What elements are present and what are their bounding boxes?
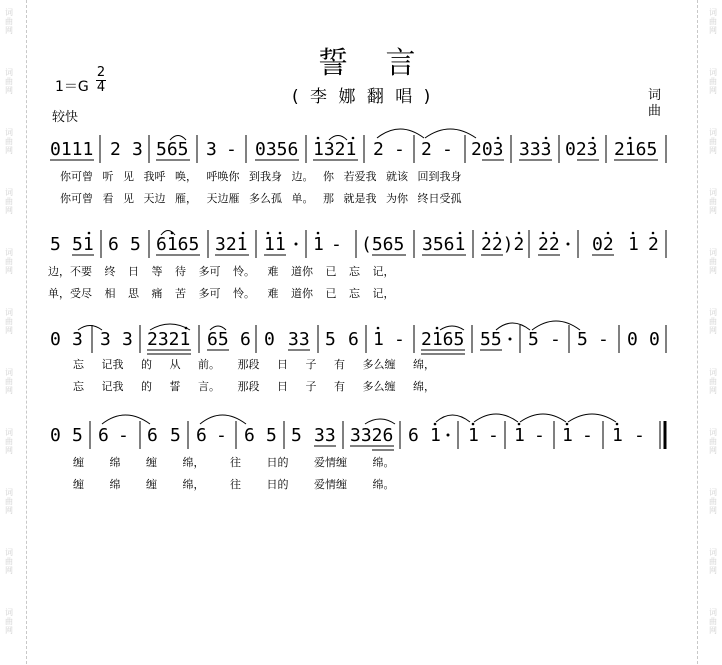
octave-dot — [616, 423, 619, 426]
octave-dot — [459, 232, 462, 235]
lyrics-row-3-verse-2: 忘 记我 的 誓 言。 那段 日 子 有 多么缠 绵， — [73, 380, 435, 393]
note: (565 — [361, 234, 405, 255]
note: 0 — [649, 329, 660, 350]
note: 6 — [240, 329, 251, 350]
lyrics-row-1-verse-2: 你可曾 看 见 天边 雁， 天边雁 多么孤 单。 那 就是我 为你 终日受孤 — [60, 192, 462, 205]
note: - — [331, 234, 342, 255]
note: 3 — [72, 329, 83, 350]
note: 5 — [528, 329, 539, 350]
tie — [102, 415, 150, 424]
note: 5 — [291, 425, 302, 446]
octave-dot — [317, 137, 320, 140]
note: 5 — [72, 425, 83, 446]
lyrics-row-4-verse-2: 缠 绵 缠 绵， 往 日的 爱情缠 绵。 — [73, 478, 395, 491]
octave-dot — [242, 232, 245, 235]
note: 6 — [108, 234, 119, 255]
song-subtitle: ( 李 娜 翻 唱 ) — [292, 87, 434, 107]
tie — [377, 129, 424, 138]
note: - — [216, 425, 227, 446]
note: - — [534, 425, 545, 446]
octave-dot — [377, 327, 380, 330]
tie — [436, 415, 470, 422]
octave-dot — [632, 232, 635, 235]
score-row-1 — [50, 129, 666, 205]
octave-dot — [518, 232, 521, 235]
note: 6 — [408, 425, 419, 446]
note: 1 — [468, 425, 479, 446]
note: 0356 — [255, 139, 299, 160]
octave-dot — [279, 232, 282, 235]
note: 5 — [577, 329, 588, 350]
watermark-glyphs: 词 曲 网 — [709, 428, 717, 455]
note: 2 — [110, 139, 121, 160]
note: 2 — [648, 234, 659, 255]
note: 3 — [206, 139, 217, 160]
watermark-glyphs: 词 曲 网 — [5, 308, 13, 335]
octave-dot — [88, 232, 91, 235]
dot — [295, 243, 298, 246]
note: 1 — [628, 234, 639, 255]
dot — [567, 243, 570, 246]
note: 0 — [50, 425, 61, 446]
octave-dot — [607, 232, 610, 235]
watermark-glyphs: 词 曲 网 — [709, 548, 717, 575]
watermark-glyphs: 词 曲 网 — [5, 548, 13, 575]
note: 5 — [325, 329, 336, 350]
note: 22)2 — [481, 234, 525, 255]
score-row-3 — [50, 321, 666, 393]
note: 6 — [348, 329, 359, 350]
note: 3561 — [422, 234, 466, 255]
lyrics-row-1-verse-1: 你可曾 听 见 我呼 唤， 呼唤你 到我身 边。 你 若爱我 就该 回到我身 — [60, 170, 462, 183]
octave-dot — [566, 423, 569, 426]
note: 3 — [132, 139, 143, 160]
note: 0 — [50, 329, 61, 350]
note: 203 — [471, 139, 504, 160]
note: 1321 — [313, 139, 357, 160]
dot — [509, 338, 512, 341]
note: - — [488, 425, 499, 446]
note: 1 — [313, 234, 324, 255]
note: 1 — [514, 425, 525, 446]
octave-dot — [436, 327, 439, 330]
note: 1 — [612, 425, 623, 446]
note: 2 — [373, 139, 384, 160]
note: 333 — [519, 139, 552, 160]
octave-dot — [352, 137, 355, 140]
credit-music: 曲 — [648, 104, 662, 119]
note: 5 — [266, 425, 277, 446]
note: 5 — [50, 234, 61, 255]
note: - — [442, 139, 453, 160]
time-signature-top: 2 — [96, 65, 106, 80]
octave-dot — [629, 137, 632, 140]
score-row-4 — [50, 414, 665, 491]
notes-row-1: 0111 — [50, 139, 94, 160]
note: 55 — [480, 329, 502, 350]
key-signature: 1＝G — [55, 79, 89, 95]
note: 2165 — [421, 329, 465, 350]
octave-dot — [545, 137, 548, 140]
note: - — [634, 425, 645, 446]
watermark-glyphs: 词 曲 网 — [709, 248, 717, 275]
octave-dot — [485, 232, 488, 235]
watermark-glyphs: 词 曲 网 — [709, 128, 717, 155]
watermark-glyphs: 词 曲 网 — [5, 428, 13, 455]
note: 2165 — [614, 139, 658, 160]
time-signature-bottom: 4 — [96, 80, 106, 95]
watermark-glyphs: 词 曲 网 — [709, 488, 717, 515]
tie — [474, 414, 518, 422]
lyrics-row-2-verse-2: 单，受尽 相 思 痛 苦 多可 怜。 难 道你 已 忘 记， — [48, 287, 395, 300]
octave-dot — [518, 423, 521, 426]
watermark-glyphs: 词 曲 网 — [709, 8, 717, 35]
watermark-glyphs: 词 曲 网 — [5, 68, 13, 95]
note: 3 — [100, 329, 111, 350]
octave-dot — [497, 137, 500, 140]
note: - — [582, 425, 593, 446]
watermark-glyphs: 词 曲 网 — [5, 488, 13, 515]
note: 33 — [288, 329, 310, 350]
watermark-glyphs: 词 曲 网 — [709, 308, 717, 335]
note: 1 — [430, 425, 441, 446]
octave-dot — [496, 232, 499, 235]
tie — [520, 414, 566, 422]
note: 5 — [130, 234, 141, 255]
note: 023 — [565, 139, 598, 160]
octave-dot — [553, 232, 556, 235]
watermark-glyphs: 词 曲 网 — [5, 608, 13, 635]
note: 0 — [264, 329, 275, 350]
note: 02 — [592, 234, 614, 255]
note: - — [394, 139, 405, 160]
note: 6 — [98, 425, 109, 446]
tie — [200, 415, 246, 424]
slur — [365, 419, 395, 424]
watermark-glyphs: 词 曲 网 — [5, 248, 13, 275]
note: 2321 — [147, 329, 191, 350]
octave-dot — [472, 423, 475, 426]
octave-dot — [317, 232, 320, 235]
watermark-glyphs: 词 曲 网 — [5, 8, 13, 35]
song-title: 誓 言 — [318, 46, 430, 81]
lyrics-row-4-verse-1: 缠 绵 缠 绵， 往 日的 爱情缠 绵。 — [73, 456, 395, 469]
octave-dot — [267, 232, 270, 235]
octave-dot — [652, 232, 655, 235]
note: - — [226, 139, 237, 160]
lyrics-row-2-verse-1: 边，不要 终 日 等 待 多可 怜。 难 道你 已 忘 记， — [48, 265, 395, 278]
note: 565 — [156, 139, 189, 160]
tie — [425, 129, 476, 138]
note: 1 — [373, 329, 384, 350]
watermark-glyphs: 词 曲 网 — [5, 368, 13, 395]
lyrics-row-3-verse-1: 忘 记我 的 从 前。 那段 日 子 有 多么缠 绵， — [73, 358, 435, 371]
note: 2 — [421, 139, 432, 160]
note: 6165 — [156, 234, 200, 255]
note: 0 — [627, 329, 638, 350]
note: 11 — [264, 234, 286, 255]
note: 6 — [244, 425, 255, 446]
note: - — [550, 329, 561, 350]
note: 51 — [72, 234, 94, 255]
tie — [568, 414, 616, 422]
note: 321 — [215, 234, 248, 255]
note: 33 — [314, 425, 336, 446]
note: 1 — [562, 425, 573, 446]
octave-dot — [592, 137, 595, 140]
note: - — [118, 425, 129, 446]
note: - — [394, 329, 405, 350]
watermark-glyphs: 词 曲 网 — [709, 608, 717, 635]
watermark-glyphs: 词 曲 网 — [5, 128, 13, 155]
watermark-glyphs: 词 曲 网 — [5, 188, 13, 215]
note: 6 — [196, 425, 207, 446]
note: 5 — [170, 425, 181, 446]
octave-dot — [434, 423, 437, 426]
tempo-marking: 较快 — [52, 110, 79, 125]
score-row-2 — [48, 230, 666, 300]
note: 6 — [147, 425, 158, 446]
note: 3326 — [350, 425, 394, 446]
note: 65 — [207, 329, 229, 350]
note: - — [598, 329, 609, 350]
note: 22 — [538, 234, 560, 255]
watermark-glyphs: 词 曲 网 — [709, 188, 717, 215]
watermark-glyphs: 词 曲 网 — [709, 368, 717, 395]
note: 3 — [122, 329, 133, 350]
octave-dot — [542, 232, 545, 235]
dot — [447, 434, 450, 437]
watermark-glyphs: 词 曲 网 — [709, 68, 717, 95]
credit-lyrics: 词 — [648, 88, 662, 103]
